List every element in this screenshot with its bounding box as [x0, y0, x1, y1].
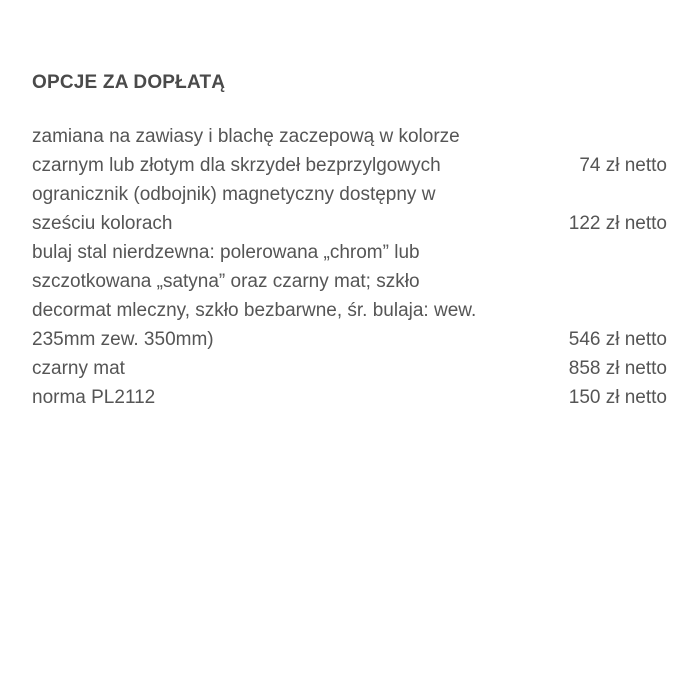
option-description: czarny mat: [32, 358, 125, 379]
option-row: [32, 122, 667, 180]
option-description: bulaj stal nierdzewna: polerowana „chrom” lub szczotkowana „satyna” oraz czarny mat; szkło decormat mleczny, szkło bezbarwne, śr. bulaja: wew. 235mm zew. 350mm): [32, 242, 477, 350]
option-price: 74 zł netto: [579, 155, 667, 176]
option-price: 122 zł netto: [568, 213, 667, 234]
option-description: ogranicznik (odbojnik) magnetyczny dostępny w sześciu kolorach: [32, 184, 436, 234]
option-row: [32, 238, 667, 354]
option-row: [32, 180, 667, 238]
option-price: 858 zł netto: [568, 358, 667, 379]
option-price: 150 zł netto: [568, 387, 667, 408]
options-list: [32, 122, 667, 412]
section-title: OPCJE ZA DOPŁATĄ: [32, 72, 226, 93]
option-price: 546 zł netto: [568, 329, 667, 350]
option-description: zamiana na zawiasy i blachę zaczepową w kolorze czarnym lub złotym dla skrzydeł bezprzylgowych: [32, 126, 460, 176]
option-row: [32, 354, 667, 383]
option-description: norma PL2112: [32, 387, 156, 408]
options-panel: [32, 68, 667, 412]
option-row: [32, 383, 667, 412]
